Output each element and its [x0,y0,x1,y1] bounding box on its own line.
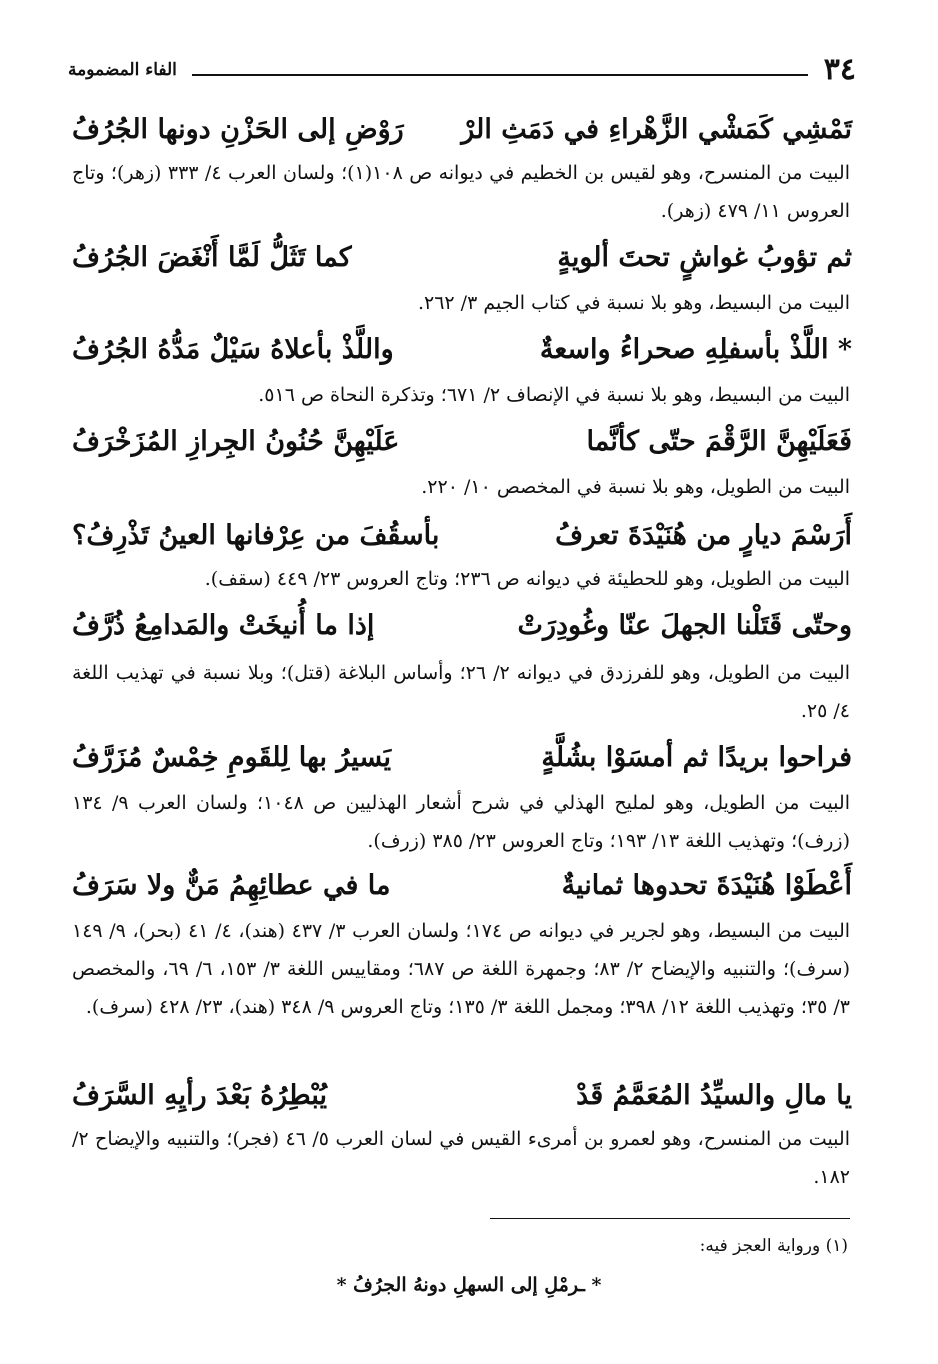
verse-line [72,514,852,558]
verse-second-hemistich: ما في عطائِهِمُ مَنٌّ ولا سَرَفُ [72,870,391,901]
header-rule [192,74,808,76]
verse-first-hemistich: يا مالِ والسيِّدُ المُعَمَّمُ قَدْ [576,1080,852,1111]
verse-first-hemistich: وحتّى قَتَلْنا الجهلَ عنّا وغُودِرَتْ [517,610,852,641]
verse-line [72,604,852,648]
verse-commentary: البيت من الطويل، وهو للحطيئة في ديوانه ص ٢٣٦؛ وتاج العروس ٢٣/ ٤٤٩ (سقف). [204,568,850,590]
verse-commentary: البيت من الطويل، وهو للفرزدق في ديوانه ٢/ ٢٦؛ وأساس البلاغة (قتل)؛ وبلا نسبة في تهذيب اللغة ٤/ ٢٥. [72,662,850,722]
verse-first-hemistich: فراحوا بريدًا ثم أمسَوْا بشُلَّةٍ [541,742,852,773]
verse-first-hemistich: فَعَلَيْهِنَّ الرَّقْمَ حتّى كأنَّما [586,426,852,457]
verse-line [72,420,852,464]
verse-commentary: البيت من الطويل، وهو بلا نسبة في المخصص ١٠/ ٢٢٠. [421,476,850,498]
verse-commentary: البيت من البسيط، وهو لجرير في ديوانه ص ١٧٤؛ ولسان العرب ٣/ ٤٣٧ (هند)، ٤/ ٤١ (بحر)، ٩/ ١٤٩ (سرف)؛ والتنبيه والإيضاح ٢/ ٨٣؛ وجمهرة اللغة ص ٦٨٧؛ ومقاييس اللغة ٣/ ١٥٣، ٦/ ٦٩، والمخصص ٣/ ٣٥؛ وتهذيب اللغة ١٢/ ٣٩٨؛ ومجمل اللغة ٣/ ١٣٥؛ وتاج العروس ٩/ ٣٤٨ (هند)، ٢٣/ ٤٢٨ (سرف). [72,920,851,1018]
footnote-verse: * ـرمْلِ إلى السهلِ دونهُ الجرُفُ * [336,1274,602,1296]
verse-second-hemistich: إذا ما أُنيخَتْ والمَدامِعُ ذُرَّفُ [72,610,375,641]
verse-first-hemistich: أَعْطَوْا هُنَيْدَةَ تحدوها ثمانيةٌ [561,870,852,901]
verse-first-hemistich: أَرَسْمَ ديارٍ من هُنَيْدَةَ تعرفُ [555,520,852,551]
verse-line [72,108,852,152]
verse-second-hemistich: بأسقُفَ من عِرْفانها العينُ تَذْرِفُ؟ [72,520,440,551]
verse-line [72,236,852,280]
verse-line [72,1074,852,1118]
footnote-rule [490,1218,850,1219]
verse-first-hemistich: تَمْشِي كَمَشْي الزَّهْراءِ في دَمَثِ الرْ [461,114,852,145]
verse-second-hemistich: يَسيرُ بها لِلقَومِ خِمْسٌ مُزَرَّفُ [72,742,392,773]
verse-second-hemistich: رَوْضِ إلى الحَزْنِ دونها الجُرُفُ [72,114,404,145]
verse-line [72,736,852,780]
verse-first-hemistich: * اللَّذْ بأسفلِهِ صحراءُ واسعةٌ [539,334,852,365]
verse-second-hemistich: كما تَثَلُّ لَمَّا أَنْغَضَ الجُرُفُ [72,242,352,273]
running-head [68,52,856,92]
verse-commentary: البيت من البسيط، وهو بلا نسبة في كتاب الجيم ٣/ ٢٦٢. [417,292,850,314]
verse-commentary: البيت من الطويل، وهو لمليح الهذلي في شرح أشعار الهذليين ص ١٠٤٨؛ ولسان العرب ٩/ ١٣٤ (زرف)؛ وتهذيب اللغة ١٣/ ١٩٣؛ وتاج العروس ٢٣/ ٣٨٥ (زرف). [72,792,850,852]
page-number: ٣٤ [823,52,856,87]
verse-line [72,328,852,372]
verse-commentary: البيت من المنسرح، وهو لعمرو بن أمرىء القيس في لسان العرب ٥/ ٤٦ (فجر)؛ والتنبيه والإيضاح ٢/ ١٨٢. [72,1128,850,1188]
footnote: (١) ورواية العجز فيه: [699,1236,848,1256]
verse-second-hemistich: عَلَيْهِنَّ حُنُونُ الجِرازِ المُزَخْرَفُ [72,426,400,457]
section-title: الفاء المضمومة [68,60,177,80]
verse-line [72,864,852,908]
verse-commentary: البيت من المنسرح، وهو لقيس بن الخطيم في ديوانه ص ١٠٨(١)؛ ولسان العرب ٤/ ٣٣٣ (زهر)؛ وتاج العروس ١١/ ٤٧٩ (زهر). [72,162,850,222]
verse-second-hemistich: واللَّذْ بأعلاهُ سَيْلٌ مَدُّهُ الجُرُفُ [72,334,394,365]
verse-second-hemistich: يُبْطِرُهُ بَعْدَ رأيِهِ السَّرَفُ [72,1080,327,1111]
verse-first-hemistich: ثم تؤوبُ غواشٍ تحتَ ألويةٍ [557,242,852,273]
verse-commentary: البيت من البسيط، وهو بلا نسبة في الإنصاف ٢/ ٦٧١؛ وتذكرة النحاة ص ٥١٦. [258,384,850,406]
